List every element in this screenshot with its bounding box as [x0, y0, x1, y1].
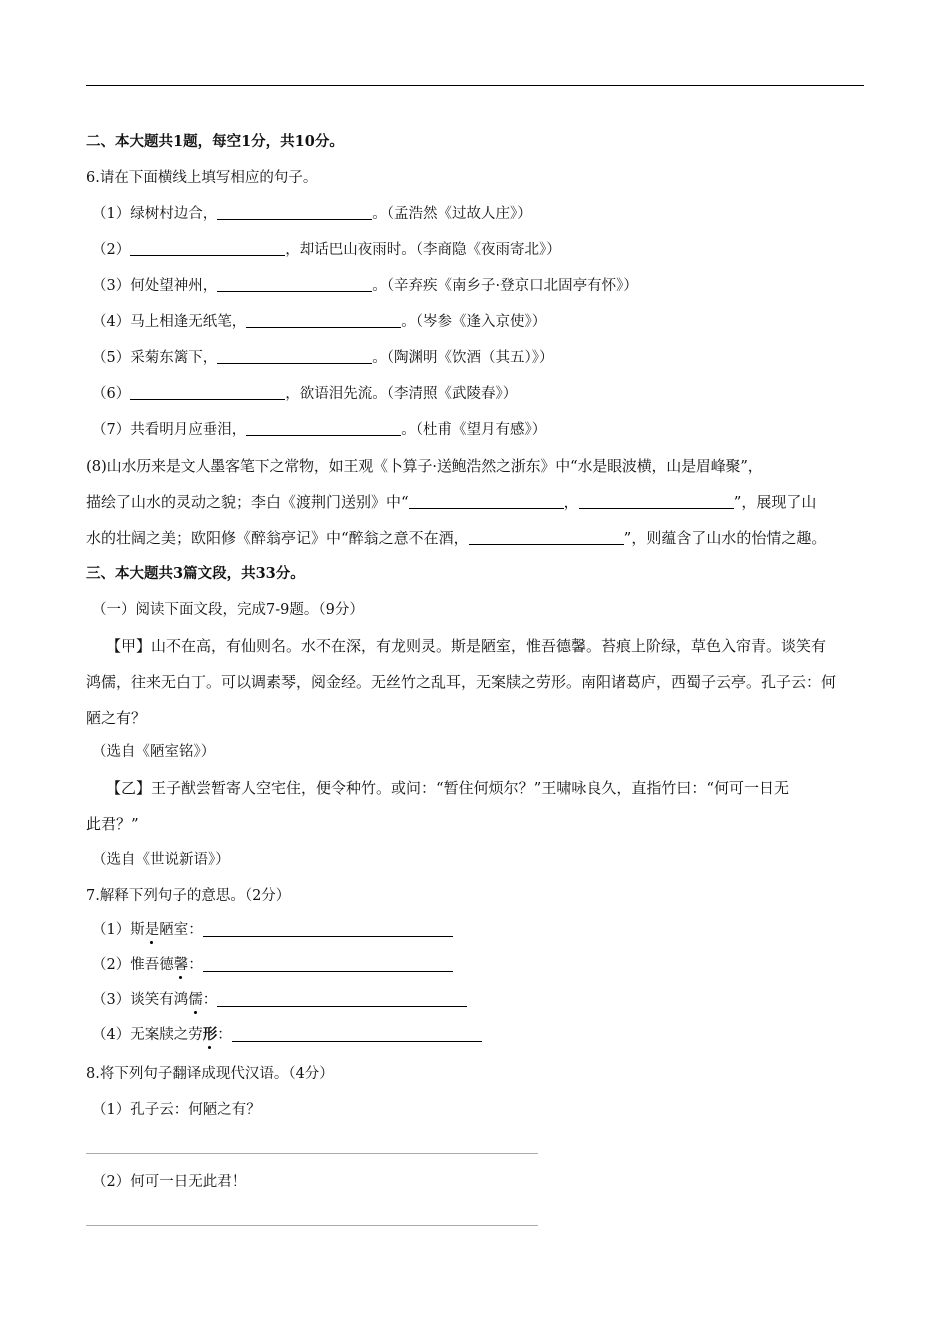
q7-item-4: （4）无案牍之劳形：: [92, 1025, 482, 1045]
q6-item-3: （3）何处望神州， 。（辛弃疾《南乡子·登京口北固亭有怀》）: [92, 278, 638, 294]
yi-line-2: 此君？”: [86, 815, 139, 833]
q7-item-1: （1）斯是陋室：: [92, 920, 453, 940]
q6-item-8-line3: 水的壮阔之美；欧阳修《醉翁亭记》中“醉翁之意不在酒， ”，则蕴含了山水的怡情之趣。: [86, 529, 827, 547]
top-rule: [86, 85, 864, 86]
q6-item-5: （5）采菊东篱下， 。（陶渊明《饮酒（其五）》）: [92, 350, 554, 366]
part1-instruction: （一）阅读下面文段，完成7-9题。（9分）: [92, 602, 364, 618]
blank-8a[interactable]: [409, 494, 564, 509]
emphasis-dot-char: 儒: [188, 992, 203, 1008]
q6-item-2: （2） ，却话巴山夜雨时。（李商隐《夜雨寄北》）: [92, 242, 561, 258]
emphasis-dot-char: 形: [202, 1026, 218, 1043]
q7-item-3: （3）谈笑有鸿儒：: [92, 990, 467, 1010]
q6-item-4: （4）马上相逢无纸笔， 。（岑参《逢入京使》）: [92, 314, 547, 330]
q6-item-1: （1）绿树村边合， 。（孟浩然《过故人庄》）: [92, 206, 532, 222]
yi-source: （选自《世说新语》）: [92, 852, 230, 868]
answer-line-7-1[interactable]: [203, 922, 453, 937]
answer-line-8-2[interactable]: [86, 1225, 538, 1226]
blank-1[interactable]: [217, 205, 372, 220]
answer-line-8-1[interactable]: [86, 1153, 538, 1154]
jia-source: （选自《陋室铭》）: [92, 744, 216, 760]
blank-7[interactable]: [246, 421, 401, 436]
blank-3[interactable]: [217, 277, 372, 292]
blank-8b[interactable]: [579, 494, 734, 509]
blank-5[interactable]: [217, 349, 372, 364]
q6-item-7: （7）共看明月应垂泪， 。（杜甫《望月有感》）: [92, 422, 547, 438]
blank-8c[interactable]: [469, 530, 624, 545]
q8-item-2: （2）何可一日无此君！: [92, 1174, 247, 1190]
jia-line-3: 陋之有？: [86, 709, 147, 727]
q6-item-8-line1: (8)山水历来是文人墨客笔下之常物，如王观《卜算子·送鲍浩然之浙东》中“水是眼波横，山是眉峰聚”，: [86, 457, 763, 475]
jia-line-2: 鸿儒，往来无白丁。可以调素琴，阅金经。无丝竹之乱耳，无案牍之劳形。南阳诸葛庐，西蜀子云亭。孔子云：何: [86, 673, 837, 691]
q6-item-6: （6） ，欲语泪先流。（李清照《武陵春》）: [92, 386, 518, 402]
section3-heading: 三、本大题共3篇文段，共33分。: [86, 565, 305, 582]
q6-item-8-line2: 描绘了山水的灵动之貌；李白《渡荆门送别》中“ ， ”，展现了山: [86, 493, 817, 511]
answer-line-7-4[interactable]: [232, 1027, 482, 1042]
blank-2[interactable]: [130, 241, 285, 256]
blank-6[interactable]: [130, 385, 285, 400]
answer-line-7-3[interactable]: [217, 992, 467, 1007]
answer-line-7-2[interactable]: [203, 957, 453, 972]
q7-item-2: （2）惟吾德馨：: [92, 955, 453, 975]
q8-title: 8.将下列句子翻译成现代汉语。（4分）: [86, 1066, 334, 1082]
section2-heading: 二、本大题共1题，每空1分，共10分。: [86, 133, 344, 150]
blank-4[interactable]: [246, 313, 401, 328]
emphasis-dot-char: 馨: [173, 957, 189, 973]
q7-title: 7.解释下列句子的意思。（2分）: [86, 888, 291, 904]
q8-item-1: （1）孔子云：何陋之有？: [92, 1102, 261, 1118]
yi-line-1: 【乙】王子猷尝暂寄人空宅住，便令种竹。或问：“暂住何烦尔？”王啸咏良久，直指竹曰：“何可一日无: [106, 779, 790, 797]
emphasis-dot-char: 是: [144, 922, 160, 938]
jia-line-1: 【甲】山不在高，有仙则名。水不在深，有龙则灵。斯是陋室，惟吾德馨。苔痕上阶绿，草色入帘青。谈笑有: [106, 637, 827, 655]
q6-title: 6.请在下面横线上填写相应的句子。: [86, 170, 318, 186]
